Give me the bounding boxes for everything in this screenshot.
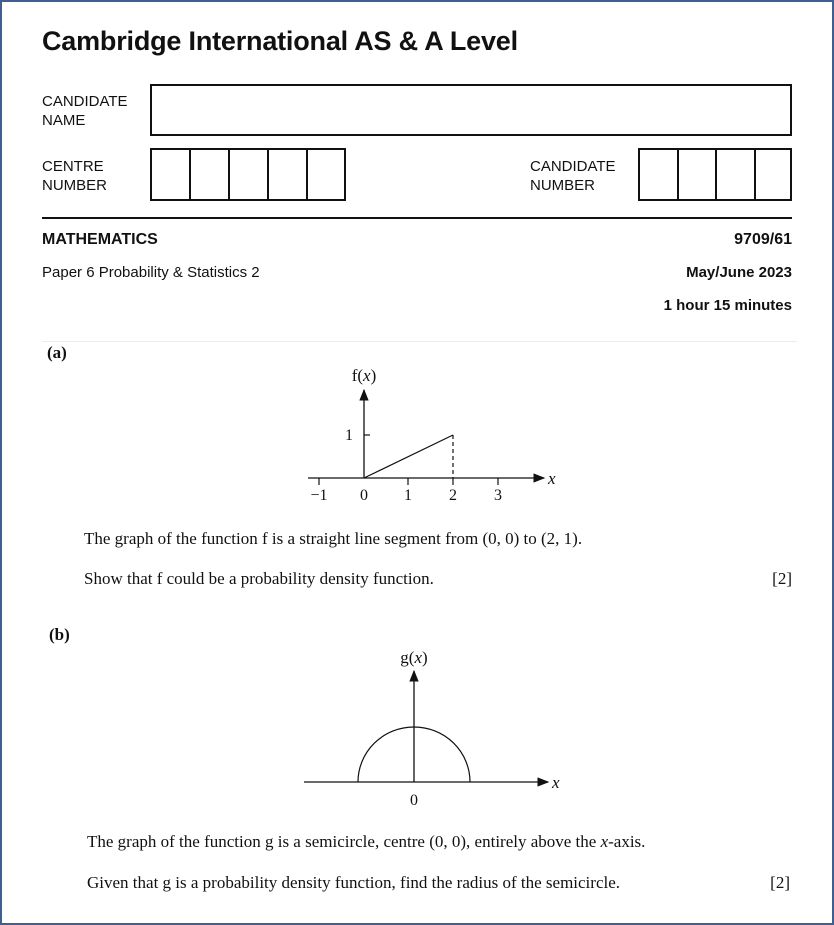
part-a-marks: [2] [772,569,792,588]
candidate-number-label: CANDIDATE NUMBER [530,158,616,194]
centre-number-cell[interactable] [191,150,230,199]
candidate-name-field[interactable] [150,84,792,136]
centre-number-label: CENTRE NUMBER [42,158,108,194]
part-b-label: (b) [49,625,70,644]
part-a-question: Show that f could be a probability density function. [84,569,434,588]
centre-number-cell[interactable] [269,150,308,199]
candidate-number-field[interactable] [638,148,792,201]
y-tick-label: 1 [345,427,353,444]
x-tick-label: 2 [449,487,457,504]
x-tick-label: 0 [360,487,368,504]
centre-number-cell[interactable] [230,150,269,199]
candidate-number-cell[interactable] [640,150,679,199]
part-a-graph [290,360,570,510]
part-b-graph [290,640,580,815]
candidate-name-label: CANDIDATE NAME [42,93,128,129]
x-tick-label: 1 [404,487,412,504]
board-title: Cambridge International AS & A Level [42,26,518,56]
centre-number-field[interactable] [150,148,346,201]
x-tick-label: 3 [494,487,502,504]
candidate-number-cell[interactable] [717,150,756,199]
exam-duration: 1 hour 15 minutes [663,297,792,314]
part-b-marks: [2] [770,873,790,892]
paper-code: 9709/61 [734,231,792,248]
y-axis-label: f(x) [351,366,377,385]
x-axis-label: x [552,773,560,792]
paper-name: Paper 6 Probability & Statistics 2 [42,264,260,281]
part-b-statement: The graph of the function g is a semicircle, centre (0, 0), entirely above the x-axis. [87,832,646,851]
subject-title: MATHEMATICS [42,231,158,248]
part-a-statement: The graph of the function f is a straight line segment from (0, 0) to (2, 1). [84,529,583,548]
function-line-segment [364,435,453,478]
x-tick-label: −1 [310,487,328,504]
x-axis-label: x [548,469,556,488]
exam-session: May/June 2023 [686,264,792,281]
candidate-number-cell[interactable] [679,150,718,199]
part-b-question: Given that g is a probability density function, find the radius of the semicircle. [87,873,621,892]
x-tick-label: 0 [410,792,418,809]
centre-number-cell[interactable] [152,150,191,199]
header-divider [42,217,792,219]
y-axis-label: g(x) [400,648,428,667]
section-divider [42,341,797,342]
part-a-label: (a) [47,343,67,362]
